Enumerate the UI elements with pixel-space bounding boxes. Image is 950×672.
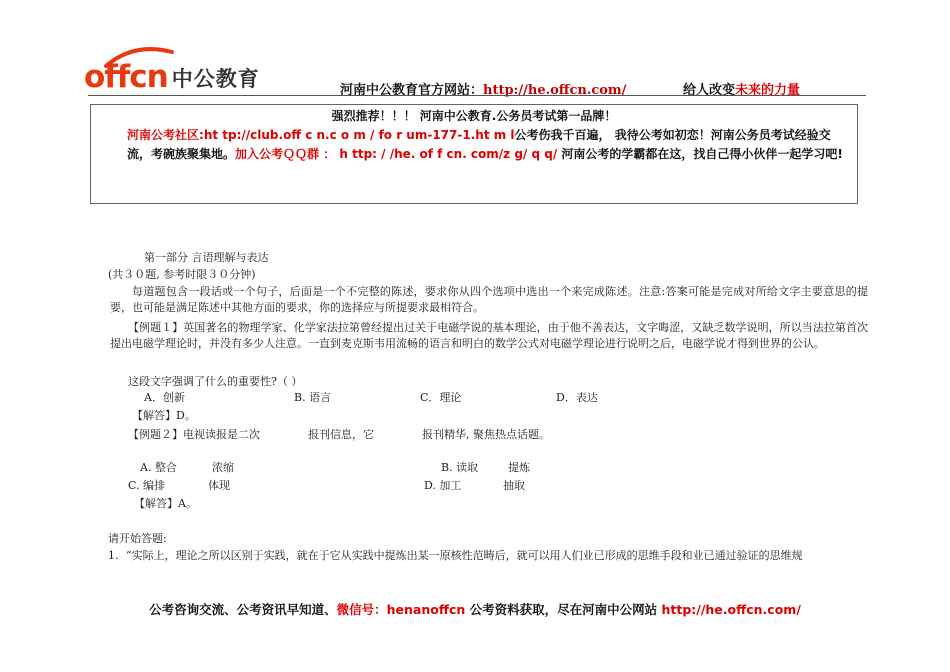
footer-text-2: 公考资料获取，尽在河南中公网站 xyxy=(465,602,662,617)
forum-link[interactable]: ht tp://club.off c n.c o m / fo r um-177-1.ht m l xyxy=(203,128,515,142)
example-2-option-d-word: 抽取 xyxy=(503,479,525,492)
slogan-prefix: 给人改变 xyxy=(683,83,736,98)
logo-chinese: 中公教育 xyxy=(171,67,260,91)
example-2-option-b: B. 读取 xyxy=(441,461,479,474)
example-1-question: 这段文字强调了什么的重要性?（ ） xyxy=(128,375,303,388)
site-url-link[interactable]: http://he.offcn.com/ xyxy=(483,83,627,98)
example-2-option-a: A. 整合 xyxy=(140,461,177,474)
example-2-option-d: D. 加工 xyxy=(424,479,462,492)
footer-banner xyxy=(0,600,950,618)
example-2-part-1: 【例题２】电视读报是二次 xyxy=(128,428,260,441)
logo-arc-icon xyxy=(104,46,174,68)
logo-mark-text: offcn xyxy=(84,59,168,95)
start-prompt: 请开始答题: xyxy=(108,532,167,545)
example-1-answer: 【解答】D。 xyxy=(132,409,196,422)
wechat-label: 微信号： xyxy=(336,602,387,617)
forum-text: 公考伤我千百遍， 我待公考如初恋！河南公务员考试经验交流，考碗族聚集地。 xyxy=(127,128,831,161)
example-2-option-c-word: 体现 xyxy=(208,479,230,492)
example-1-option-d: D．表达 xyxy=(556,391,598,404)
example-2-option-c: C. 编排 xyxy=(128,479,166,492)
promo-headline: 强烈推荐！！！ 河南中公教育.公务员考试第一品牌！ xyxy=(331,109,617,123)
example-1-option-a: A．创新 xyxy=(144,391,185,404)
example-2-part-2: 报刊信息，它 xyxy=(308,428,374,441)
footer-url-link[interactable]: http://he.offcn.com/ xyxy=(661,602,801,617)
example-1-option-b: B. 语言 xyxy=(294,391,332,404)
example-1-paragraph: 【例题１】英国著名的物理学家、化学家法拉第曾经提出过关于电磁学说的基本理论，由于他不善表达，文字晦涩，又缺乏数学说明，所以当法拉第首次提出电磁学理论时，并没有多少人注意。一直到麦克斯韦用流畅的语言和明白的数学公式对电磁学理论进行说明之后，电磁学说才得到世界的公认。 xyxy=(110,321,868,350)
instructions-paragraph: 每道题包含一段话或一个句子，后面是一个不完整的陈述，要求你从四个选项中选出一个来完成陈述。注意:答案可能是完成对所给文字主要意思的提要，也可能是满足陈述中其他方面的要求，你的选择应与所提要求最相符合。 xyxy=(110,285,868,314)
slogan-highlight: 未来的力量 xyxy=(735,83,801,98)
header-divider xyxy=(88,95,866,96)
promo-box xyxy=(90,104,858,204)
example-2-option-b-word: 提炼 xyxy=(508,461,530,474)
qq-group-text: 河南公考的学霸都在这，找自己得小伙伴一起学习吧! xyxy=(561,147,843,161)
promo-body xyxy=(91,126,857,164)
example-2-part-3: 报刊精华, 聚焦热点话题。 xyxy=(422,428,550,441)
question-1-text: “实际上，理论之所以区别于实践，就在于它从实践中提炼出某一原核性范畴后，就可以用人们业已形成的思维手段和业已通过验证的思维规 xyxy=(126,549,803,562)
example-2-option-a-word: 浓缩 xyxy=(212,461,234,474)
section-note: (共３０题, 参考时限３０分钟) xyxy=(108,268,256,281)
qq-group-label: 加入公考ＱＱ群 ： xyxy=(235,147,336,161)
example-1-option-c: C．理论 xyxy=(420,391,462,404)
qq-group-link[interactable]: h ttp: / /he. of f cn. com/z g/ q q/ xyxy=(335,147,562,161)
example-2-answer: 【解答】A。 xyxy=(134,497,197,510)
section-title: 第一部分 言语理解与表达 xyxy=(144,251,269,264)
offcn-logo xyxy=(84,58,260,95)
site-label-text: 河南中公教育官方网站： xyxy=(340,83,484,98)
logo-mark xyxy=(84,59,168,95)
question-1-number: 1. xyxy=(108,549,119,562)
wechat-id: henanoffcn xyxy=(386,602,466,617)
footer-text-1: 公考咨询交流、公考资讯早知道、 xyxy=(149,602,337,617)
forum-label: 河南公考社区: xyxy=(127,128,204,142)
